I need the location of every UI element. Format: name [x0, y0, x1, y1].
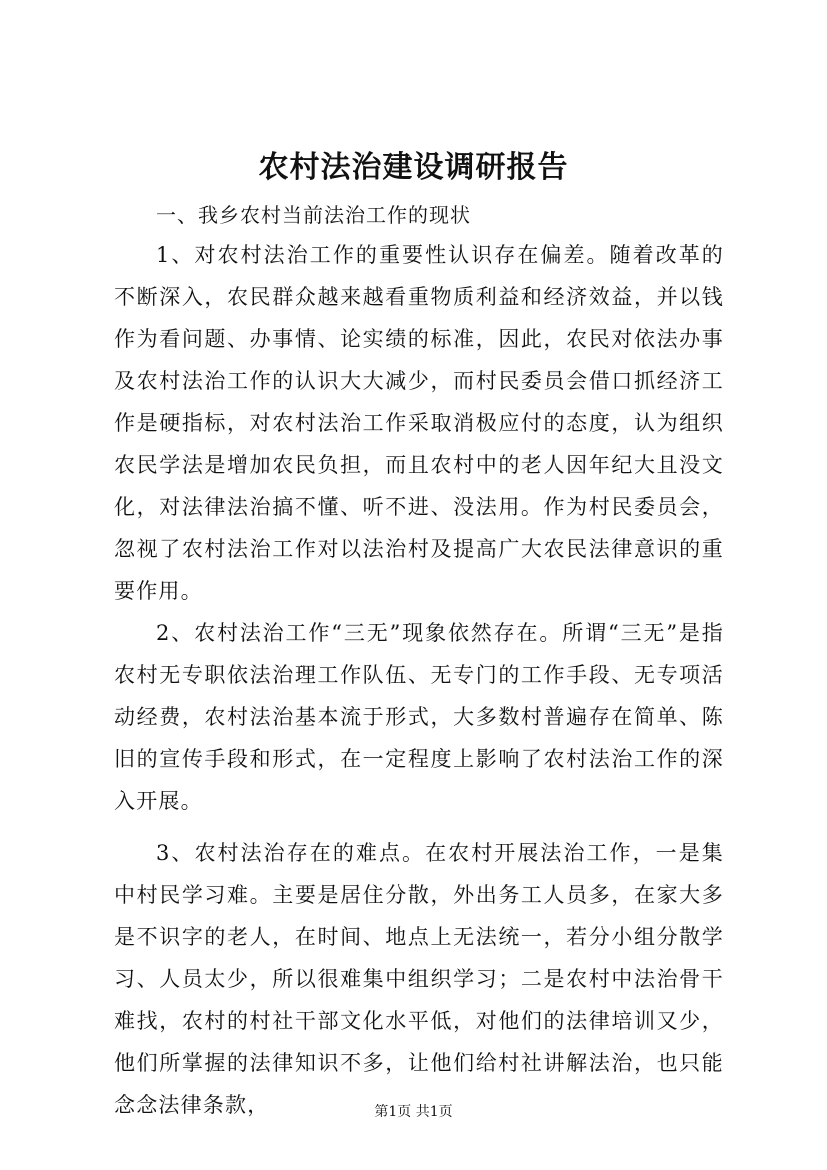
- document-body: [114, 196, 724, 1126]
- paragraph-2: 2、农村法治工作“三无”现象依然存在。所谓“三无”是指农村无专职依法治理工作队伍、无专门的工作手段、无专项活动经费，农村法治基本流于形式，大多数村普遍存在简单、陈旧的宣传手段和形式，在一定程度上影响了农村法治工作的深入开展。: [114, 621, 724, 813]
- paragraph-spacer: [114, 822, 724, 832]
- page-footer: 第1页 共1页: [374, 1104, 453, 1120]
- document-title: 农村法治建设调研报告: [258, 150, 569, 185]
- paragraph-1: 1、对农村法治工作的重要性认识存在偏差。随着改革的不断深入，农民群众越来越看重物质利益和经济效益，并以钱作为看问题、办事情、论实绩的标准，因此，农民对依法办事及农村法治工作的认识大大减少，而村民委员会借口抓经济工作是硬指标，对农村法治工作采取消极应付的态度，认为组织农民学法是增加农民负担，而且农村中的老人因年纪大且没文化，对法律法治搞不懂、听不进、没法用。作为村民委员会，忽视了农村法治工作对以法治村及提高广大农民法律意识的重要作用。: [114, 243, 724, 603]
- paragraph-3: 3、农村法治存在的难点。在农村开展法治工作，一是集中村民学习难。主要是居住分散，外出务工人员多，在家大多是不识字的老人，在时间、地点上无法统一，若分小组分散学习、人员太少，所以很难集中组织学习；二是农村中法治骨干难找，农村的村社干部文化水平低，对他们的法律培训又少，他们所掌握的法律知识不多，让他们给村社讲解法治，也只能念念法律条款，: [114, 841, 724, 1117]
- section-heading: 一、我乡农村当前法治工作的现状: [156, 203, 471, 227]
